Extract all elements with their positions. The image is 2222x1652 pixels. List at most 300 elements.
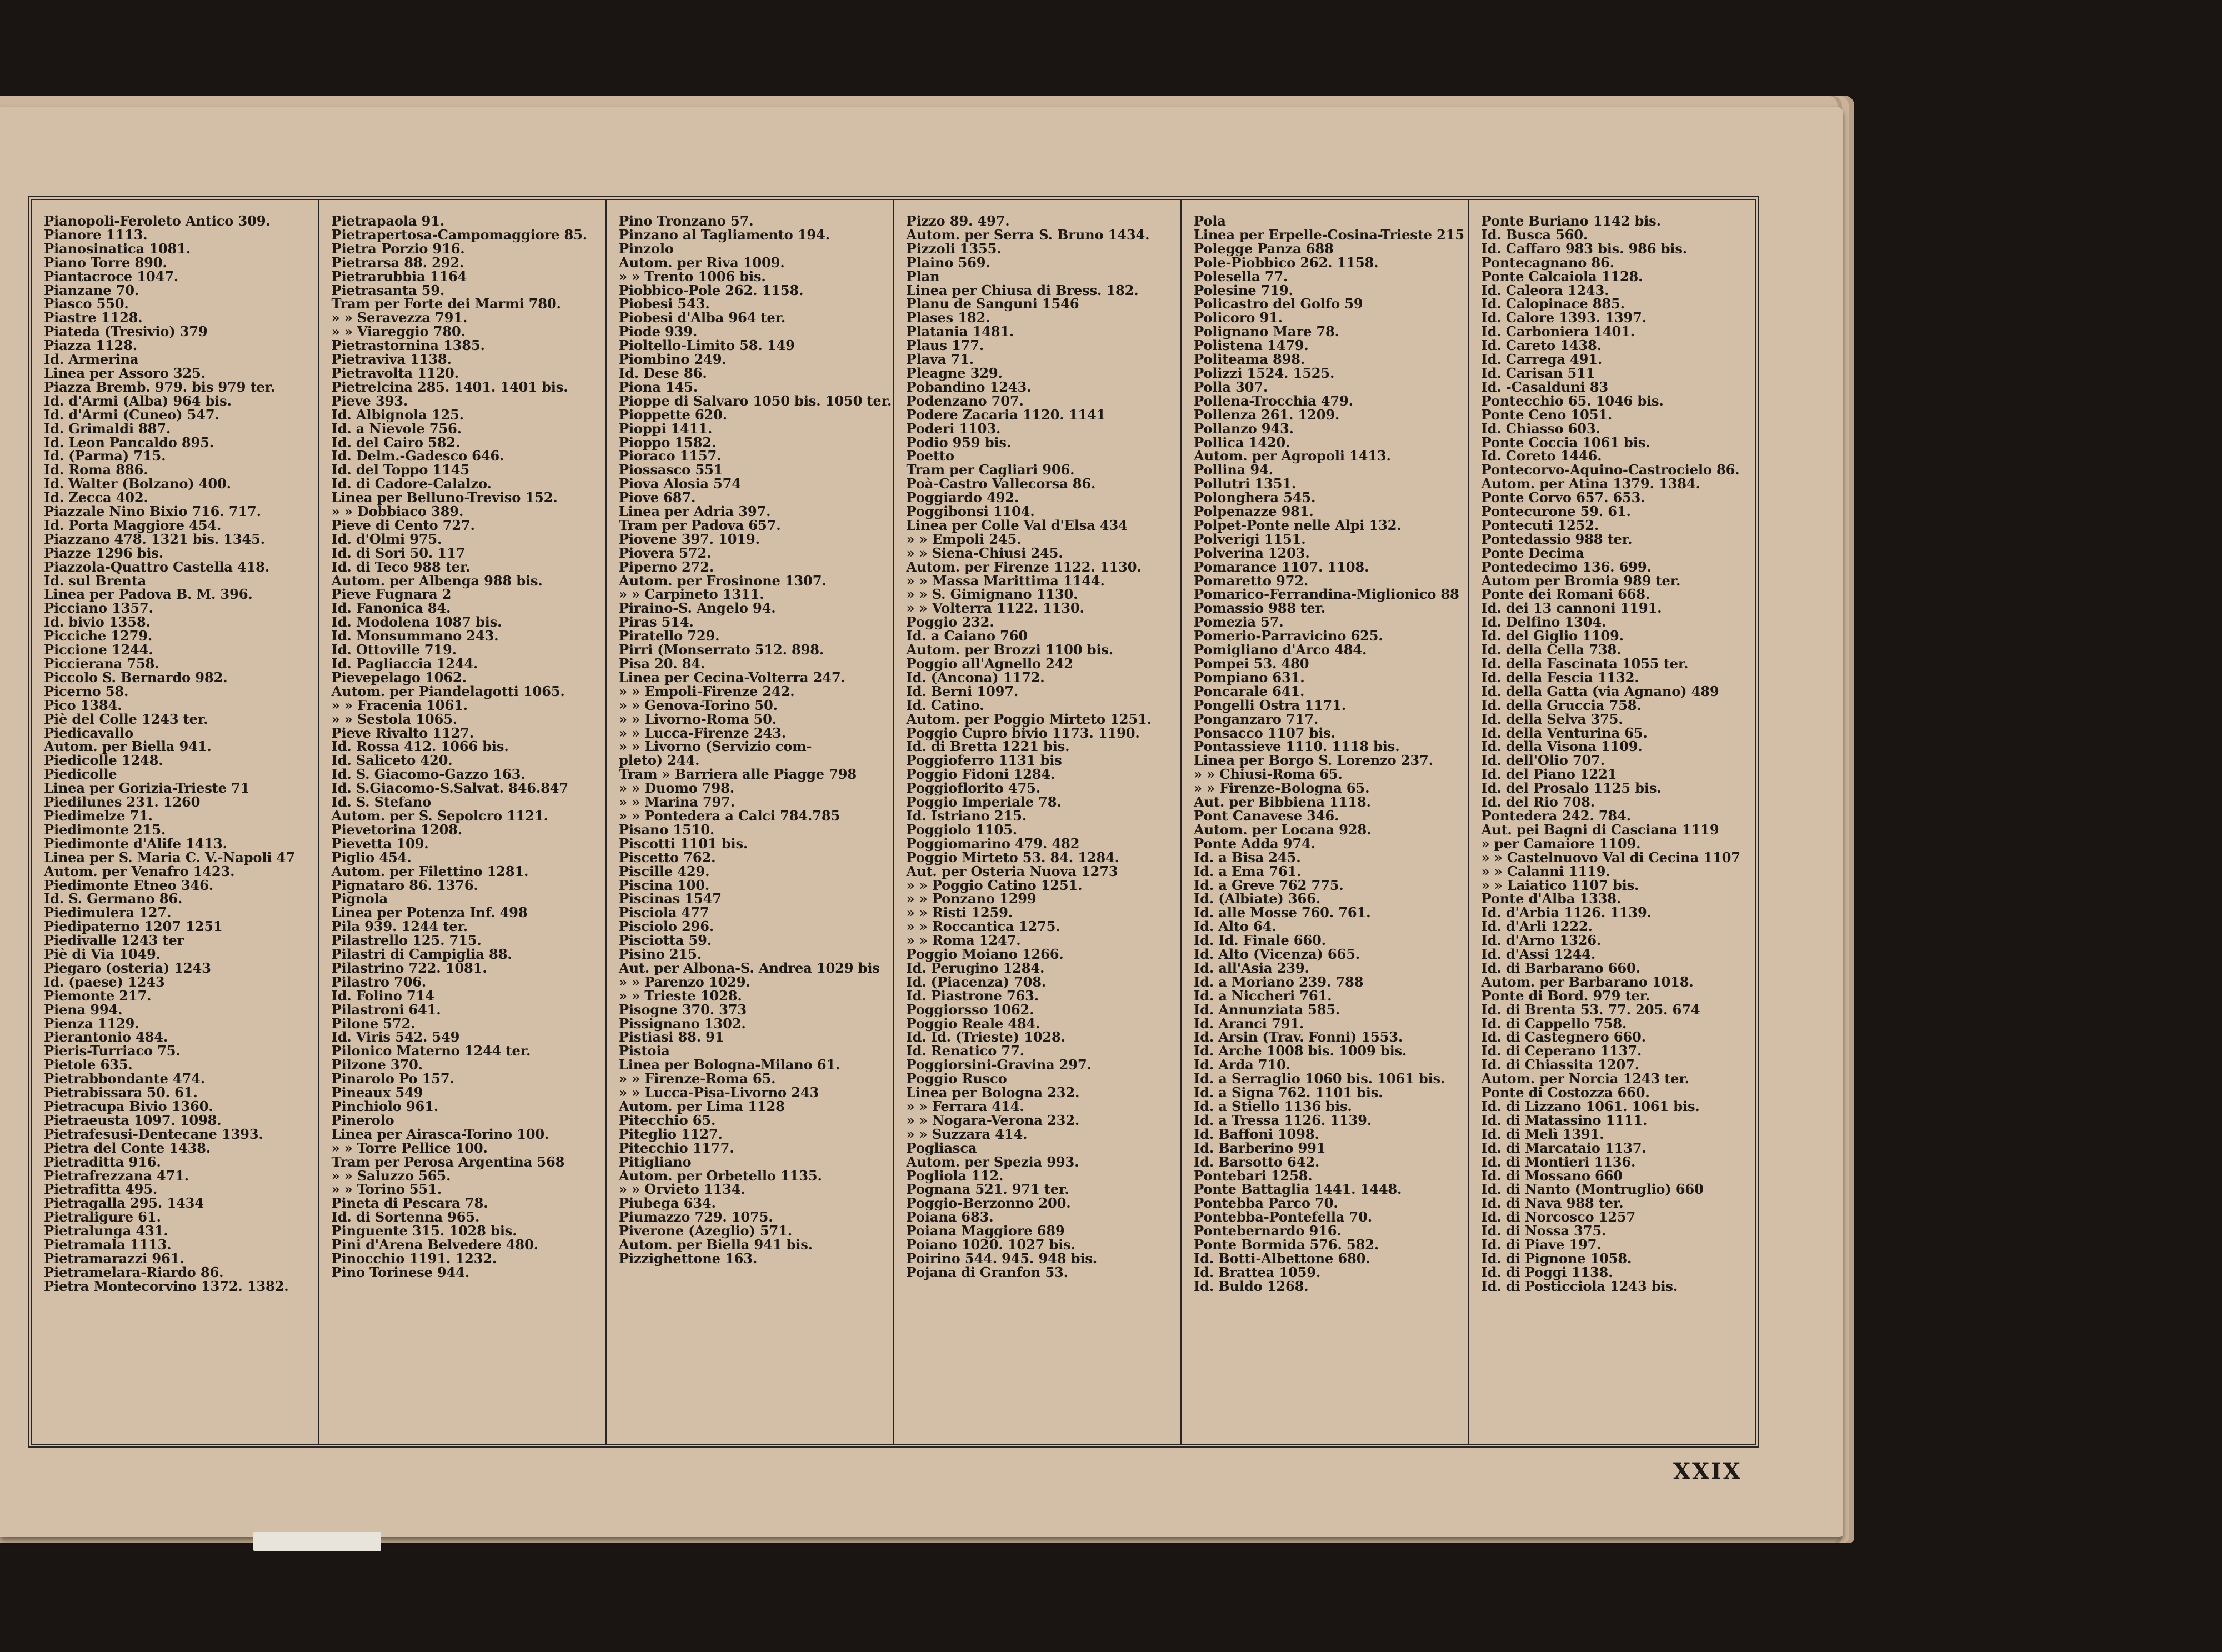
index-entry: Id. Fanonica 84. — [331, 600, 451, 617]
index-entry: Id. Brattea 1059. — [1194, 1264, 1321, 1280]
index-entry: Id. Perugino 1284. — [906, 959, 1045, 976]
index-entry: Id. Viris 542. 549 — [331, 1029, 460, 1045]
index-entry: Pietrabissara 50. 61. — [44, 1084, 198, 1101]
index-entry: Pitecchio 1177. — [619, 1139, 734, 1156]
index-entry: Piedicavallo — [44, 724, 134, 741]
index-entry: Piccierana 758. — [44, 655, 159, 672]
index-entry: Pistiasi 88. 91 — [619, 1029, 724, 1045]
index-entry: Polignano Mare 78. — [1194, 323, 1339, 340]
index-entry: Piovene 397. 1019. — [619, 530, 760, 547]
index-entry: Linea per Potenza Inf. 498 — [331, 904, 528, 921]
index-entry: Id. Caleora 1243. — [1481, 282, 1609, 298]
index-entry: Poggioflorito 475. — [906, 780, 1041, 797]
index-entry: Id. bivio 1358. — [44, 614, 151, 630]
index-entry: » » Viareggio 780. — [331, 323, 466, 340]
index-entry: » » Castelnuovo Val di Cecina 1107 — [1481, 849, 1740, 865]
index-entry: Pietraviva 1138. — [331, 351, 452, 368]
index-entry: Autom. per Filettino 1281. — [331, 863, 529, 879]
index-entry: Autom. per Frosinone 1307. — [619, 572, 827, 589]
index-entry: Piedipaterno 1207 1251 — [44, 918, 223, 935]
index-entry: Id. Botti-Albettone 680. — [1194, 1250, 1370, 1266]
index-entry: Id. Id. (Trieste) 1028. — [906, 1029, 1065, 1045]
index-entry: Id. di Melì 1391. — [1481, 1125, 1604, 1142]
index-entry: Id. dei 13 cannoni 1191. — [1481, 600, 1662, 617]
index-entry: Pizzoli 1355. — [906, 240, 1002, 257]
index-entry: Ponte Corvo 657. 653. — [1481, 489, 1645, 506]
index-entry: Tram per Cagliari 906. — [906, 462, 1075, 478]
index-entry: Plases 182. — [906, 309, 990, 326]
index-entry: Pineta di Pescara 78. — [331, 1195, 488, 1212]
index-entry: Id. del Toppo 1145 — [331, 462, 469, 478]
index-entry: Piedicolle 1248. — [44, 752, 163, 769]
index-entry: Tram » Barriera alle Piagge 798 — [619, 766, 857, 783]
index-entry: Pignataro 86. 1376. — [331, 877, 478, 893]
index-entry: Pietrelcina 285. 1401. 1401 bis. — [331, 378, 568, 395]
index-entry: Id. Leon Pancaldo 895. — [44, 434, 214, 450]
index-entry: Poggio Cupro bivio 1173. 1190. — [906, 724, 1140, 741]
index-entry: Linea per Adria 397. — [619, 503, 771, 520]
index-entry: Id. a Serraglio 1060 bis. 1061 bis. — [1194, 1070, 1445, 1087]
index-entry: Id. Calore 1393. 1397. — [1481, 309, 1647, 326]
index-entry: Pompiano 631. — [1194, 669, 1305, 685]
index-entry: Pietravolta 1120. — [331, 364, 459, 381]
index-entry: Piena 994. — [44, 1001, 123, 1018]
index-entry: Id. -Casalduni 83 — [1481, 378, 1608, 395]
index-entry: Id. della Visona 1109. — [1481, 738, 1643, 755]
index-entry: Id. del Giglio 1109. — [1481, 628, 1624, 644]
index-entry: Pietrabbondante 474. — [44, 1070, 205, 1087]
index-entry: Piedimulera 127. — [44, 904, 172, 921]
index-entry: Pontedassio 988 ter. — [1481, 530, 1633, 547]
index-entry: Pisa 20. 84. — [619, 655, 705, 672]
index-entry: Pietragalla 295. 1434 — [44, 1195, 204, 1212]
index-entry: Pisciotta 59. — [619, 932, 712, 949]
index-entry: Pietrarsa 88. 292. — [331, 254, 464, 271]
index-entry: Plaus 177. — [906, 337, 984, 354]
index-entry: Pieve Rivalto 1127. — [331, 724, 474, 741]
index-entry: » » Chiusi-Roma 65. — [1194, 766, 1343, 783]
index-entry: Linea per Cecina-Volterra 247. — [619, 669, 845, 685]
index-entry: Policoro 91. — [1194, 309, 1283, 326]
index-column-5 — [1182, 200, 1469, 1444]
index-entry: Id. Berni 1097. — [906, 683, 1019, 699]
index-entry: Pisano 1510. — [619, 821, 715, 838]
index-entry: Pioppo 1582. — [619, 434, 717, 450]
index-entry: Plan — [906, 268, 940, 284]
index-entry: Pietrapaola 91. — [331, 213, 444, 229]
index-entry: Piscetto 762. — [619, 849, 716, 865]
index-entry: Id. Aranci 791. — [1194, 1015, 1304, 1032]
index-entry: » » Ferrara 414. — [906, 1098, 1024, 1114]
index-entry: Id. di Nossa 375. — [1481, 1223, 1607, 1239]
index-entry: Piratello 729. — [619, 628, 720, 644]
index-entry: Id. Alto 64. — [1194, 918, 1277, 935]
index-entry: Linea per Airasca-Torino 100. — [331, 1125, 549, 1142]
index-entry: Pomarance 1107. 1108. — [1194, 558, 1369, 575]
index-entry: Id. di Teco 988 ter. — [331, 558, 471, 575]
index-entry: Linea per Bologna-Milano 61. — [619, 1057, 840, 1073]
index-entry: Pizzo 89. 497. — [906, 213, 1010, 229]
index-entry: Id. Albignola 125. — [331, 406, 464, 423]
index-entry: » » Carpineto 1311. — [619, 586, 764, 603]
index-entry: Pignola — [331, 890, 388, 907]
index-entry: Id. Renatico 77. — [906, 1043, 1024, 1059]
index-entry: Linea per Chiusa di Bress. 182. — [906, 282, 1139, 298]
index-entry: Poggio Fidoni 1284. — [906, 766, 1055, 783]
index-entry: Ponte Decima — [1481, 544, 1584, 561]
index-entry: Pietrarubbia 1164 — [331, 268, 467, 284]
index-entry: Id. a Stiello 1136 bis. — [1194, 1098, 1352, 1114]
index-entry: Id. della Venturina 65. — [1481, 724, 1648, 741]
index-entry: Piobbico-Pole 262. 1158. — [619, 282, 804, 298]
index-entry: Pioppi 1411. — [619, 420, 713, 437]
index-entry: Pino Tronzano 57. — [619, 213, 754, 229]
index-entry: Piccolo S. Bernardo 982. — [44, 669, 228, 685]
index-entry: Piova Alosia 574 — [619, 475, 741, 492]
index-entry: Linea per Padova B. M. 396. — [44, 586, 253, 603]
index-entry: Linea per Borgo S. Lorenzo 237. — [1194, 752, 1433, 769]
index-entry: Poetto — [906, 448, 954, 464]
index-entry: Pietramala 1113. — [44, 1237, 172, 1253]
index-entry: Pontedera 242. 784. — [1481, 807, 1631, 824]
index-entry: » » Nogara-Verona 232. — [906, 1112, 1080, 1128]
index-entry: Id. Delfino 1304. — [1481, 614, 1607, 630]
index-entry: Pisciolo 296. — [619, 918, 714, 935]
index-entry: Pini d'Arena Belvedere 480. — [331, 1237, 538, 1253]
index-entry: Pievepelago 1062. — [331, 669, 467, 685]
index-entry: Piegaro (osteria) 1243 — [44, 959, 211, 976]
index-entry: Pietrafesusi-Dentecane 1393. — [44, 1125, 263, 1142]
index-entry: Polizzi 1524. 1525. — [1194, 364, 1335, 381]
index-entry: Ponte di Costozza 660. — [1481, 1084, 1650, 1101]
index-entry: Id. Piastrone 763. — [906, 987, 1039, 1004]
index-entry: Id. Alto (Vicenza) 665. — [1194, 946, 1360, 963]
index-entry: » » Fracenia 1061. — [331, 697, 468, 713]
index-entry: Id. Porta Maggiore 454. — [44, 517, 222, 533]
index-entry: Pinzolo — [619, 240, 674, 257]
index-entry: Id. di Barbarano 660. — [1481, 959, 1640, 976]
index-entry: Id. S. Giacomo-Gazzo 163. — [331, 766, 526, 783]
index-entry: » » Dobbiaco 389. — [331, 503, 464, 520]
index-entry: Id. Barsotto 642. — [1194, 1153, 1320, 1170]
index-entry: Id. di Sortenna 965. — [331, 1209, 480, 1225]
index-entry: Pontecchio 65. 1046 bis. — [1481, 392, 1664, 409]
index-entry: Id. Ottoville 719. — [331, 642, 457, 658]
index-entry: » » Genova-Torino 50. — [619, 697, 778, 713]
index-entry: Policastro del Golfo 59 — [1194, 296, 1363, 312]
index-entry: Id. della Gruccia 758. — [1481, 697, 1642, 713]
index-entry: Pietracupa Bivio 1360. — [44, 1098, 213, 1114]
index-entry: Pontecagnano 86. — [1481, 254, 1614, 271]
index-entry: Id. d'Olmi 975. — [331, 530, 442, 547]
index-entry: Aut. pei Bagni di Casciana 1119 — [1481, 821, 1719, 838]
index-entry: Picciano 1357. — [44, 600, 153, 617]
index-entry: Pinarolo Po 157. — [331, 1070, 454, 1087]
index-entry: Poggiomarino 479. 482 — [906, 835, 1080, 852]
index-entry: Tram per Perosa Argentina 568 — [331, 1153, 565, 1170]
index-entry: Pollutri 1351. — [1194, 475, 1297, 492]
index-entry: Pilastro 706. — [331, 973, 427, 990]
index-entry: Piedimonte 215. — [44, 821, 166, 838]
index-entry: » » Duomo 798. — [619, 780, 735, 797]
index-entry: Piccione 1244. — [44, 642, 153, 658]
index-entry: Piazzale Nino Bixio 716. 717. — [44, 503, 261, 520]
index-entry: Poggiolo 1105. — [906, 821, 1017, 838]
index-entry: Id. di Nava 988 ter. — [1481, 1195, 1624, 1212]
index-entry: Pont Canavese 346. — [1194, 807, 1339, 824]
index-entry: Poggio Moiano 1266. — [906, 946, 1064, 963]
index-entry: Pilzone 370. — [331, 1057, 423, 1073]
index-column-2 — [319, 200, 607, 1444]
index-entry: Pinocchio 1191. 1232. — [331, 1250, 497, 1266]
index-entry: Id. dell'Olio 707. — [1481, 752, 1605, 769]
index-entry: Picerno 58. — [44, 683, 129, 699]
index-entry: » » Risti 1259. — [906, 904, 1013, 921]
index-entry: Poggio Imperiale 78. — [906, 794, 1062, 810]
index-entry: Pila 939. 1244 ter. — [331, 918, 468, 935]
index-entry: Piscille 429. — [619, 863, 710, 879]
index-entry: Id. di Cappello 758. — [1481, 1015, 1627, 1032]
index-entry: Ponte d'Alba 1338. — [1481, 890, 1622, 907]
index-entry: Piove 687. — [619, 489, 696, 506]
index-entry: » » Saluzzo 565. — [331, 1167, 451, 1184]
index-entry: Autom. per S. Sepolcro 1121. — [331, 807, 548, 824]
index-entry: Autom. per Orbetello 1135. — [619, 1167, 822, 1184]
index-entry: Id. della Selva 375. — [1481, 710, 1623, 727]
index-entry: » » Lucca-Firenze 243. — [619, 724, 786, 741]
index-entry: » » Orvieto 1134. — [619, 1181, 745, 1198]
index-entry: » » Torino 551. — [331, 1181, 442, 1198]
index-entry: Id. del Rio 708. — [1481, 794, 1595, 810]
index-entry: Piè di Via 1049. — [44, 946, 161, 963]
index-entry: Id. Istriano 215. — [906, 807, 1027, 824]
index-entry: Aut. per Osteria Nuova 1273 — [906, 863, 1118, 879]
index-entry: Ponte di Bord. 979 ter. — [1481, 987, 1650, 1004]
index-entry: Pietra del Conte 1438. — [44, 1139, 211, 1156]
index-entry: Pirri (Monserrato 512. 898. — [619, 642, 824, 658]
index-entry: Id. a Greve 762 775. — [1194, 877, 1344, 893]
index-entry: Id. Zecca 402. — [44, 489, 148, 506]
index-entry: Id. Arsin (Trav. Fonni) 1553. — [1194, 1029, 1403, 1045]
index-entry: Polesine 719. — [1194, 282, 1293, 298]
index-entry: Pilonico Materno 1244 ter. — [331, 1043, 531, 1059]
index-entry: Id. Pagliaccia 1244. — [331, 655, 478, 672]
index-entry: Id. a Ema 761. — [1194, 863, 1302, 879]
index-entry: Autom. per Brozzi 1100 bis. — [906, 642, 1113, 658]
index-entry: Id. di Matassino 1111. — [1481, 1112, 1648, 1128]
index-entry: Autom. per Firenze 1122. 1130. — [906, 558, 1142, 575]
index-entry: Id. Calopinace 885. — [1481, 296, 1625, 312]
index-entry: » » Empoli 245. — [906, 530, 1022, 547]
index-entry: Piedilunes 231. 1260 — [44, 794, 201, 810]
index-entry: Pietra Porzio 916. — [331, 240, 465, 257]
index-entry: Platania 1481. — [906, 323, 1014, 340]
index-entry: Pietramelara-Riardo 86. — [44, 1264, 224, 1280]
index-entry: Id. a Tressa 1126. 1139. — [1194, 1112, 1372, 1128]
index-entry: » » Volterra 1122. 1130. — [906, 600, 1084, 617]
index-column-6 — [1469, 200, 1755, 1444]
index-entry: Pisciola 477 — [619, 904, 709, 921]
index-entry: Poggio all'Agnello 242 — [906, 655, 1073, 672]
index-entry: Pico 1384. — [44, 697, 122, 713]
index-entry: Pievetta 109. — [331, 835, 429, 852]
index-entry: Id. a Bisa 245. — [1194, 849, 1301, 865]
index-entry: Pinchiolo 961. — [331, 1098, 438, 1114]
index-entry: Id. di Marcataio 1137. — [1481, 1139, 1647, 1156]
index-entry: Piazzola-Quattro Castella 418. — [44, 558, 270, 575]
index-entry: » » Ponzano 1299 — [906, 890, 1037, 907]
index-entry: Tram per Padova 657. — [619, 517, 781, 533]
index-entry: Pistoia — [619, 1043, 670, 1059]
index-entry: Planu de Sanguni 1546 — [906, 296, 1079, 312]
index-entry: Poggio Mirteto 53. 84. 1284. — [906, 849, 1119, 865]
index-entry: Id. d'Arli 1222. — [1481, 918, 1593, 935]
index-entry: Pienza 1129. — [44, 1015, 139, 1032]
index-entry: Id. del Prosalo 1125 bis. — [1481, 780, 1662, 797]
index-entry: Linea per Bologna 232. — [906, 1084, 1080, 1101]
index-entry: » » Suzzara 414. — [906, 1125, 1028, 1142]
index-entry: Pietrafitta 495. — [44, 1181, 158, 1198]
index-entry: Linea per Assoro 325. — [44, 364, 206, 381]
index-entry: Pioppe di Salvaro 1050 bis. 1050 ter. — [619, 392, 892, 409]
index-entry: Piverone (Azeglio) 571. — [619, 1223, 793, 1239]
index-entry: Poggibonsi 1104. — [906, 503, 1035, 520]
index-entry: Pieve di Cento 727. — [331, 517, 475, 533]
index-entry: Pievetorina 1208. — [331, 821, 462, 838]
index-entry: Piobesi d'Alba 964 ter. — [619, 309, 786, 326]
index-entry: Id. di Nanto (Montruglio) 660 — [1481, 1181, 1704, 1198]
index-entry: Pollina 94. — [1194, 462, 1273, 478]
index-entry: Pianopoli-Feroleto Antico 309. — [44, 213, 271, 229]
index-entry: Id. Armerina — [44, 351, 139, 368]
index-entry: Poà-Castro Vallecorsa 86. — [906, 475, 1096, 492]
index-entry: Id. di Castegnero 660. — [1481, 1029, 1646, 1045]
index-entry: Pianosinatica 1081. — [44, 240, 191, 257]
index-column-1 — [32, 200, 319, 1444]
index-entry: » » Livorno-Roma 50. — [619, 710, 777, 727]
index-entry: Id. d'Assi 1244. — [1481, 946, 1596, 963]
index-entry: Pineaux 549 — [331, 1084, 423, 1101]
index-entry: Id. Annunziata 585. — [1194, 1001, 1340, 1018]
index-entry: Pieve 393. — [331, 392, 408, 409]
index-entry: Podio 959 bis. — [906, 434, 1012, 450]
index-entry: Pojana di Granfon 53. — [906, 1264, 1068, 1280]
index-entry: » » Sestola 1065. — [331, 710, 457, 727]
index-entry: Pino Torinese 944. — [331, 1264, 470, 1280]
index-entry: Piscina 100. — [619, 877, 710, 893]
index-entry: Id. Folino 714 — [331, 987, 434, 1004]
index-entry: Pietrapertosa-Campomaggiore 85. — [331, 226, 587, 243]
index-entry: Piteglio 1127. — [619, 1125, 723, 1142]
index-entry: Autom per Bromia 989 ter. — [1481, 572, 1681, 589]
index-entry: Piedimonte d'Alife 1413. — [44, 835, 227, 852]
index-entry: Id. (Ancona) 1172. — [906, 669, 1045, 685]
index-entry: Id. a Moriano 239. 788 — [1194, 973, 1364, 990]
index-entry: Linea per S. Maria C. V.-Napoli 47 — [44, 849, 295, 865]
index-entry: Id. di Lizzano 1061. 1061 bis. — [1481, 1098, 1700, 1114]
index-entry: Pisogne 370. 373 — [619, 1001, 747, 1018]
index-entry: Pioraco 1157. — [619, 448, 722, 464]
index-entry: Piantacroce 1047. — [44, 268, 178, 284]
index-entry: Polla 307. — [1194, 378, 1268, 395]
index-entry: Id. Carboniera 1401. — [1481, 323, 1635, 340]
index-entry: Id. di Chiassita 1207. — [1481, 1057, 1639, 1073]
index-entry: Id. d'Armi (Cuneo) 547. — [44, 406, 219, 423]
index-entry: Pogliola 112. — [906, 1167, 1004, 1184]
index-entry: Linea per Gorizia-Trieste 71 — [44, 780, 250, 797]
index-entry: Id. di Sori 50. 117 — [331, 544, 466, 561]
index-entry: Pierantonio 484. — [44, 1029, 168, 1045]
index-entry: Piumazzo 729. 1075. — [619, 1209, 773, 1225]
index-entry: Poggioferro 1131 bis — [906, 752, 1062, 769]
index-entry: Pietraditta 916. — [44, 1153, 161, 1170]
index-entry: Ponte Buriano 1142 bis. — [1481, 213, 1661, 229]
index-entry: Poncarale 641. — [1194, 683, 1305, 699]
index-entry: Piedimelze 71. — [44, 807, 153, 824]
index-entry: Piossasco 551 — [619, 462, 723, 478]
index-entry: Id. sul Brenta — [44, 572, 147, 589]
index-entry: Id. Walter (Bolzano) 400. — [44, 475, 231, 492]
index-entry: Pisino 215. — [619, 946, 702, 963]
index-entry: Pompei 53. 480 — [1194, 655, 1309, 672]
index-entry: Polesella 77. — [1194, 268, 1288, 284]
index-entry: Ponte Battaglia 1441. 1448. — [1194, 1181, 1402, 1198]
index-entry: Aut. per Bibbiena 1118. — [1194, 794, 1371, 810]
index-entry: Pissignano 1302. — [619, 1015, 746, 1032]
index-entry: Pomassio 988 ter. — [1194, 600, 1325, 617]
index-entry: Linea per Erpelle-Cosina-Trieste 215 — [1194, 226, 1464, 243]
index-entry: Pomigliano d'Arco 484. — [1194, 642, 1367, 658]
index-entry: Id. d'Arbia 1126. 1139. — [1481, 904, 1652, 921]
index-entry: Pollena-Trocchia 479. — [1194, 392, 1353, 409]
index-entry: Poirino 544. 945. 948 bis. — [906, 1250, 1097, 1266]
index-entry: » » Empoli-Firenze 242. — [619, 683, 795, 699]
index-entry: Piasco 550. — [44, 296, 129, 312]
index-entry: Piazzano 478. 1321 bis. 1345. — [44, 530, 265, 547]
index-entry: Piraino-S. Angelo 94. — [619, 600, 776, 617]
index-entry: Poggio 232. — [906, 614, 994, 630]
index-entry: Id. S. Stefano — [331, 794, 432, 810]
index-entry: Polverigi 1151. — [1194, 530, 1306, 547]
index-entry: Pianore 1113. — [44, 226, 148, 243]
index-entry: Id. di Montieri 1136. — [1481, 1153, 1636, 1170]
index-entry: Id. Catino. — [906, 697, 984, 713]
index-entry: Ponte Bormida 576. 582. — [1194, 1237, 1379, 1253]
index-entry: Autom. per Barbarano 1018. — [1481, 973, 1694, 990]
index-entry: Id. alle Mosse 760. 761. — [1194, 904, 1371, 921]
index-entry: » per Camaiore 1109. — [1481, 835, 1641, 852]
index-entry: Pontedecimo 136. 699. — [1481, 558, 1652, 575]
index-entry: » » Firenze-Roma 65. — [619, 1070, 776, 1087]
index-entry: Id. di Piave 197. — [1481, 1237, 1602, 1253]
index-entry: » » Laiatico 1107 bis. — [1481, 877, 1639, 893]
index-entry: Id. (Piacenza) 708. — [906, 973, 1047, 990]
index-entry: Polpenazze 981. — [1194, 503, 1314, 520]
index-entry: Polverina 1203. — [1194, 544, 1310, 561]
index-entry: » » Torre Pellice 100. — [331, 1139, 488, 1156]
index-entry: Id. Caffaro 983 bis. 986 bis. — [1481, 240, 1687, 257]
index-entry: Piano Torre 890. — [44, 254, 167, 271]
index-entry: Autom. per Norcia 1243 ter. — [1481, 1070, 1689, 1087]
index-entry: Linea per Belluno-Treviso 152. — [331, 489, 558, 506]
index-entry: Autom. per Locana 928. — [1194, 821, 1372, 838]
index-entry: Id. Chiasso 603. — [1481, 420, 1600, 437]
index-entry: Pontebba Parco 70. — [1194, 1195, 1338, 1212]
index-entry: Id. d'Armi (Alba) 964 bis. — [44, 392, 232, 409]
index-entry: Id. di Ceperano 1137. — [1481, 1043, 1642, 1059]
index-entry: Pogliasca — [906, 1139, 977, 1156]
index-entry: Pilastrino 722. 1081. — [331, 959, 487, 976]
